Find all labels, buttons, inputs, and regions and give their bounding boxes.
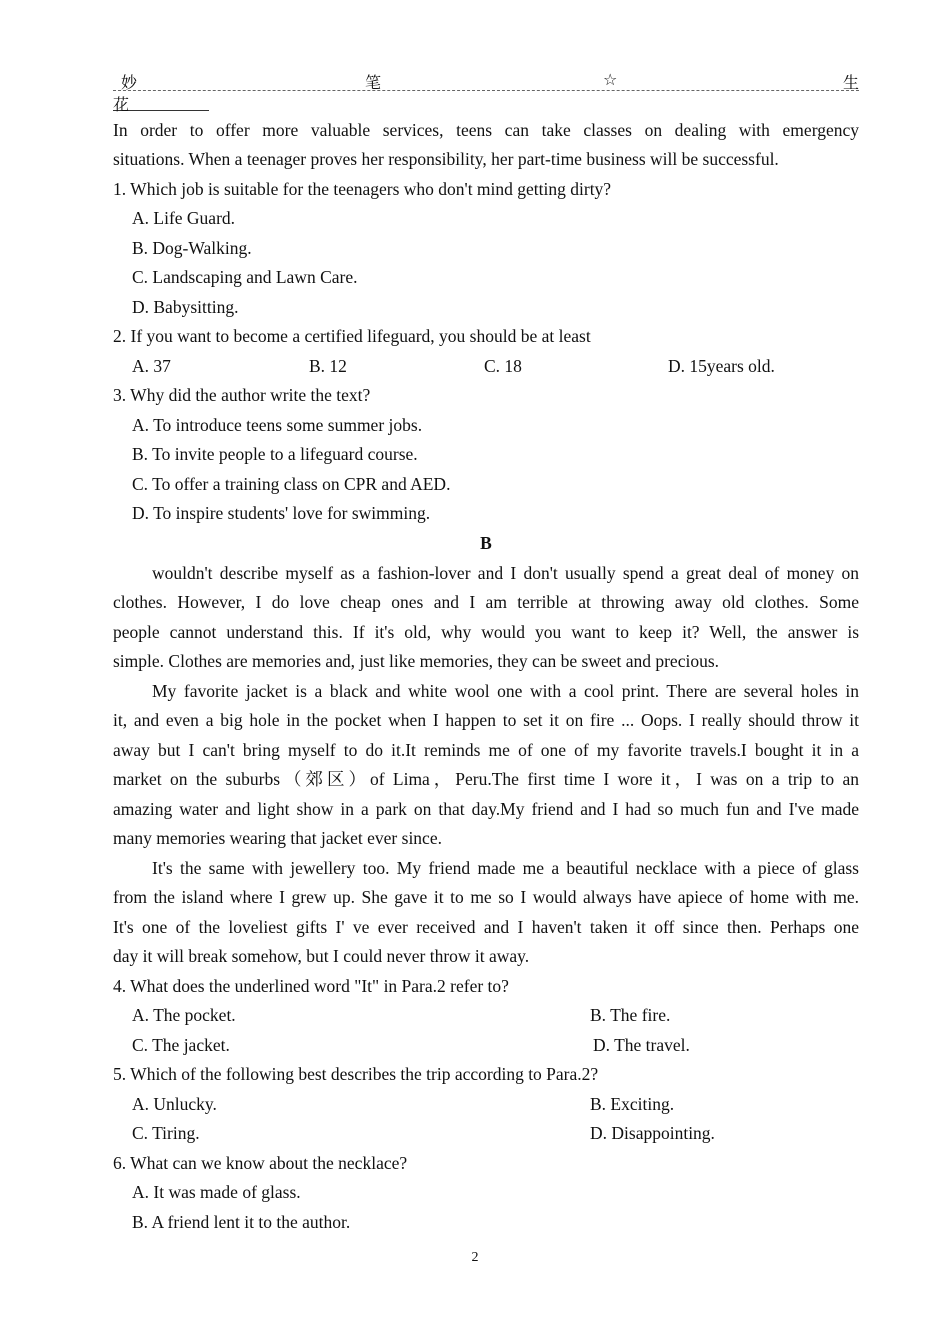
q1-option-c: C. Landscaping and Lawn Care. <box>132 267 358 287</box>
q4-option-c: C. The jacket. <box>132 1035 230 1055</box>
intro-line: In order to offer more valuable services, teens can take classes on dealing with emergency <box>113 120 859 140</box>
passage-line: many memories wearing that jacket ever since. <box>113 828 442 848</box>
passage-line: away but I can't bring myself to do it.It reminds me of one of my favorite travels.I bought it in a <box>113 740 859 760</box>
header-star: ☆ <box>603 70 618 89</box>
passage-line: It's the same with jewellery too. My friend made me a beautiful necklace with a piece of glass <box>152 858 859 878</box>
intro-line: situations. When a teenager proves her responsibility, her part-time business will be successful. <box>113 149 779 169</box>
section-heading: B <box>480 533 492 553</box>
passage-line: amazing water and light show in a park on that day.My friend and I had so much fun and I've made <box>113 799 859 819</box>
q1-option-a: A. Life Guard. <box>132 208 236 228</box>
passage-line: simple. Clothes are memories and, just like memories, they can be sweet and precious. <box>113 651 720 671</box>
q3-option-d: D. To inspire students' love for swimming. <box>132 503 431 523</box>
q2-option-d: D. 15years old. <box>668 356 775 376</box>
page-number: 2 <box>471 1250 479 1265</box>
passage-line: from the island where I grew up. She gave it to me so I would always have apiece of home with me. <box>113 887 859 907</box>
q1-option-b: B. Dog-Walking. <box>132 238 252 258</box>
q4-option-d: D. The travel. <box>593 1035 690 1055</box>
passage-line: clothes. However, I do love cheap ones and I am terrible at throwing away old clothes. Some <box>113 592 859 612</box>
q5-option-b: B. Exciting. <box>590 1094 675 1114</box>
q2-option-a: A. 37 <box>132 356 171 376</box>
question-5: 5. Which of the following best describes the trip according to Para.2? <box>113 1064 599 1084</box>
passage-line: it, and even a big hole in the pocket when I happen to set it on fire ... Oops. I really should throw it <box>113 710 859 730</box>
q3-option-c: C. To offer a training class on CPR and AED. <box>132 474 451 494</box>
q5-option-a: A. Unlucky. <box>132 1094 217 1114</box>
question-2: 2. If you want to become a certified lifeguard, you should be at least <box>113 326 591 346</box>
page-header <box>113 68 859 91</box>
passage-line: market on the suburbs（郊区）of Lima，Peru.The first time I wore it，I was on a trip to an <box>113 769 859 789</box>
q2-option-b: B. 12 <box>309 356 347 376</box>
header-char-5: 花 <box>113 95 130 114</box>
header-char-1: 妙 <box>121 73 138 92</box>
header-char-4: 生 <box>843 73 860 92</box>
q5-option-c: C. Tiring. <box>132 1123 200 1143</box>
passage-line: It's one of the loveliest gifts I' ve ever received and I haven't taken it off since then. Perhaps one <box>113 917 859 937</box>
q1-option-d: D. Babysitting. <box>132 297 239 317</box>
q4-option-a: A. The pocket. <box>132 1005 236 1025</box>
q3-option-a: A. To introduce teens some summer jobs. <box>132 415 423 435</box>
passage-line: My favorite jacket is a black and white wool one with a cool print. There are several holes in <box>152 681 859 701</box>
page-header-continued <box>113 92 209 114</box>
q4-option-b: B. The fire. <box>590 1005 671 1025</box>
question-6: 6. What can we know about the necklace? <box>113 1153 408 1173</box>
q5-option-d: D. Disappointing. <box>590 1123 715 1143</box>
question-1: 1. Which job is suitable for the teenagers who don't mind getting dirty? <box>113 179 612 199</box>
passage-line: wouldn't describe myself as a fashion-lover and I don't usually spend a great deal of money on <box>152 563 859 583</box>
q6-option-a: A. It was made of glass. <box>132 1182 301 1202</box>
q6-option-b: B. A friend lent it to the author. <box>132 1212 351 1232</box>
passage-line: people cannot understand this. If it's old, why would you want to keep it? Well, the answer is <box>113 622 859 642</box>
passage-line: day it will break somehow, but I could never throw it away. <box>113 946 530 966</box>
question-4: 4. What does the underlined word "It" in Para.2 refer to? <box>113 976 509 996</box>
q3-option-b: B. To invite people to a lifeguard course. <box>132 444 418 464</box>
question-3: 3. Why did the author write the text? <box>113 385 371 405</box>
header-char-2: 笔 <box>365 73 382 92</box>
q2-option-c: C. 18 <box>484 356 522 376</box>
